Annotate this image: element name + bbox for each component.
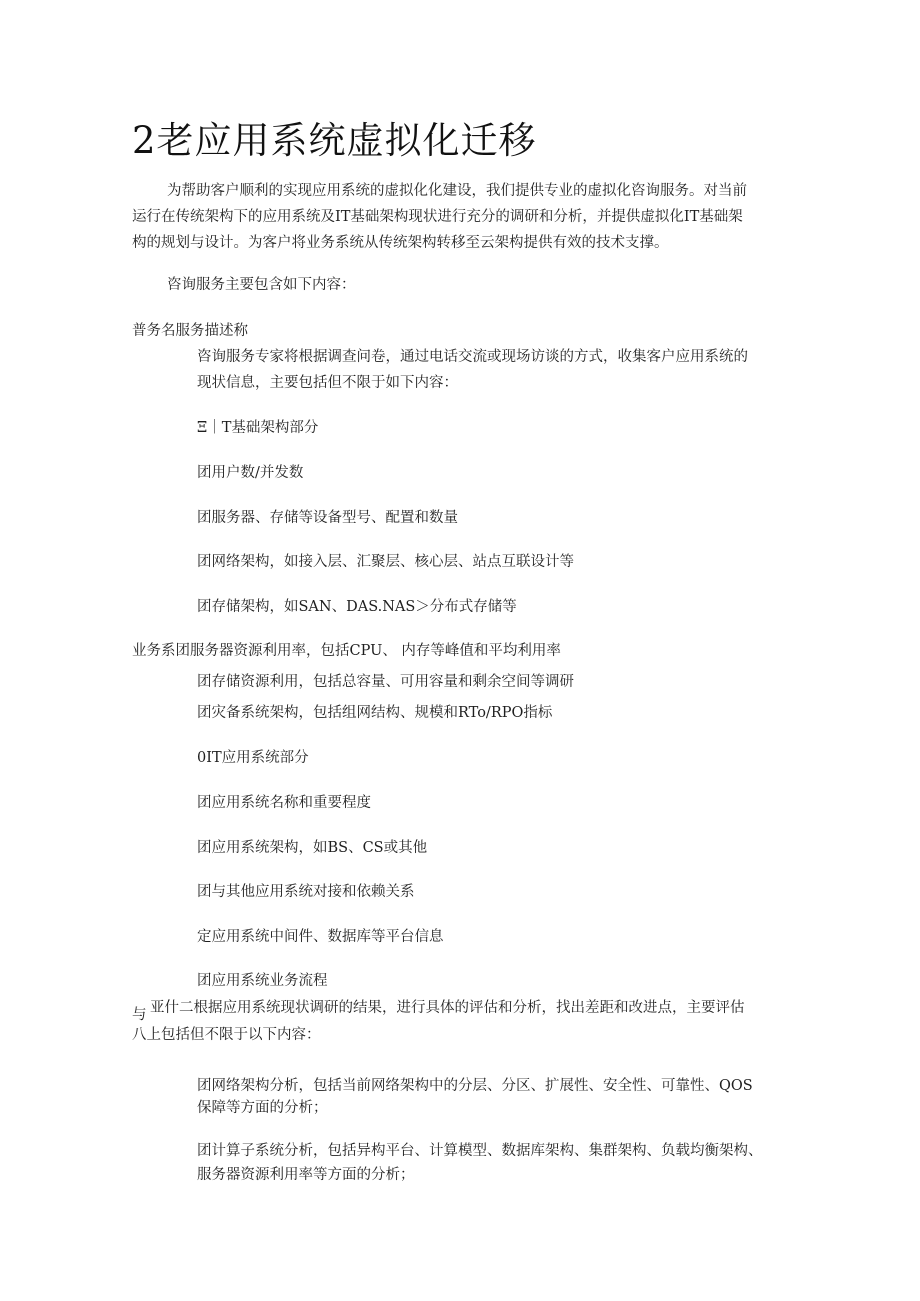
analysis-item (197, 1073, 817, 1121)
app-heading: 0IT应用系统部分 (197, 750, 309, 766)
list-item: 团存储资源利用，包括总容量、可用容量和剩余空间等调研 (197, 674, 574, 690)
analysis-item (197, 1138, 817, 1188)
table-header-label: 普务名服务描述称 (132, 323, 248, 339)
list-item: 团用户数/并发数 (197, 465, 304, 481)
intro-line-2: 运行在传统架构下的应用系统及IT基础架构现状进行充分的调研和分析，并提供虚拟化IT基础架 (132, 209, 743, 225)
list-item: 团存储架构，如SAN、DAS.NAS＞分布式存储等 (197, 599, 517, 615)
row-label-line: 业务系团服务器资源利用率，包括CPU、 内存等峰值和平均利用率 (132, 643, 561, 659)
analysis-line-2: 服务器资源利用率等方面的分析； (197, 1167, 415, 1183)
list-item: 团网络架构，如接入层、汇聚层、核心层、站点互联设计等 (197, 554, 574, 570)
intro-line-1: 为帮助客户顺利的实现应用系统的虚拟化化建设，我们提供专业的虚拟化咨询服务。对当前 (167, 183, 747, 199)
survey-line-2: 现状信息，主要包括但不限于如下内容： (197, 375, 458, 391)
assess-side-char: 与 (132, 1007, 147, 1023)
analysis-line-1: 团计算子系统分析，包括异构平台、计算模型、数据库架构、集群架构、负载均衡架构、 (197, 1143, 763, 1159)
survey-description (197, 344, 797, 396)
list-item: 团应用系统业务流程 (197, 973, 328, 989)
analysis-line-1: 团网络架构分析，包括当前网络架构中的分层、分区、扩展性、安全性、可靠性、QOS (197, 1078, 753, 1094)
intro-line-3: 构的规划与设计。为客户将业务系统从传统架构转移至云架构提供有效的技术支撑。 (132, 235, 669, 251)
list-item: 团应用系统名称和重要程度 (197, 795, 371, 811)
it-infra-heading: Ξ｜T基础架构部分 (197, 420, 319, 436)
consult-intro: 咨询服务主要包含如下内容： (167, 277, 356, 293)
list-item: 定应用系统中间件、数据库等平台信息 (197, 929, 444, 945)
list-item: 团与其他应用系统对接和依赖关系 (197, 884, 415, 900)
intro-paragraph (132, 178, 792, 256)
list-item: 团灾备系统架构，包括组网结构、规模和RTo/RPO指标 (197, 705, 553, 721)
list-item: 团应用系统架构，如BS、CS或其他 (197, 840, 428, 856)
page-title: 2老应用系统虚拟化迁移 (132, 119, 537, 162)
list-item: 团服务器、存储等设备型号、配置和数量 (197, 510, 458, 526)
analysis-line-2: 保障等方面的分析； (197, 1100, 328, 1116)
survey-line-1: 咨询服务专家将根据调查问卷，通过电话交流或现场访谈的方式，收集客户应用系统的 (197, 349, 748, 365)
assess-line-1: 亚什二根据应用系统现状调研的结果，进行具体的评估和分析，找出差距和改进点，主要评估 (150, 1000, 745, 1016)
assess-line-2: 八上包括但不限于以下内容： (132, 1027, 321, 1043)
